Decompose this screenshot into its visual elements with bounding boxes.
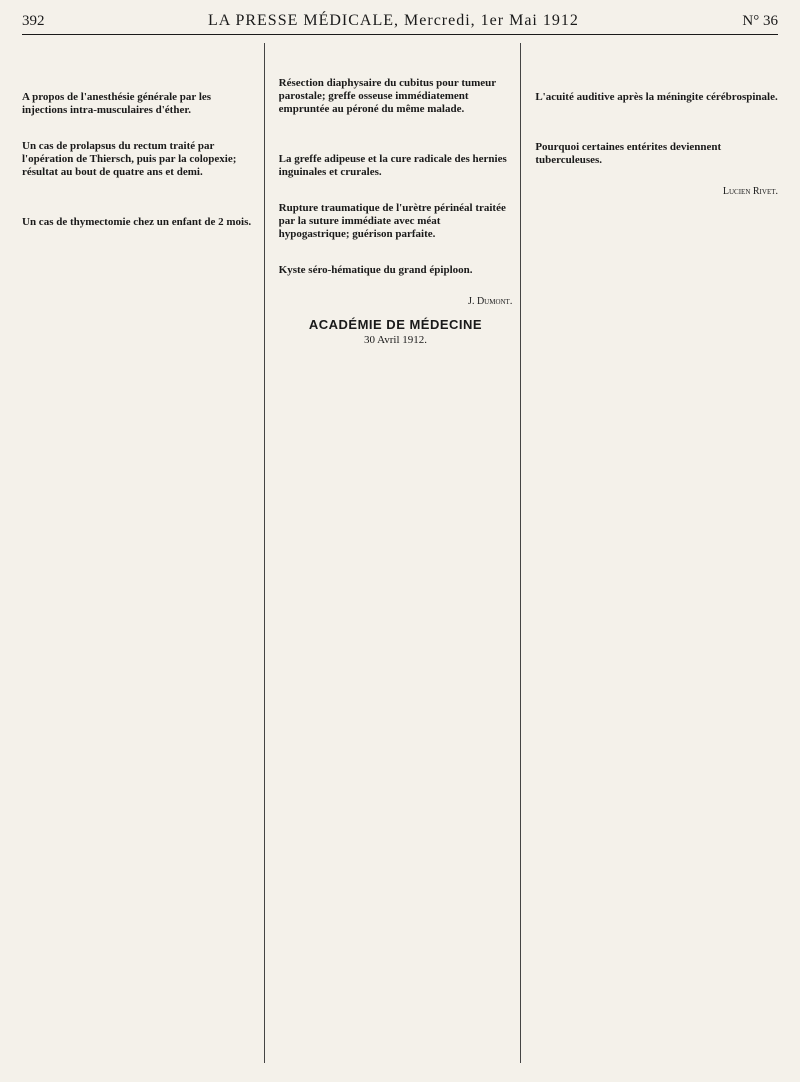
column-3-heading: Pourquoi certaines entérites deviennent tuberculeuses.	[535, 141, 722, 166]
column-1	[22, 43, 265, 1063]
column-1-heading: A propos de l'anesthésie générale par les injections intra-musculaires d'éther.	[22, 91, 212, 116]
issue-number: N° 36	[742, 13, 778, 29]
column-3-para	[535, 121, 778, 133]
column-1-para	[22, 71, 256, 83]
column-3-para	[535, 170, 778, 182]
column-3-para	[535, 107, 778, 119]
masthead: 392 LA PRESSE MÉDICALE, Mercredi, 1er Mai 1912 N° 36	[22, 12, 778, 35]
column-2-heading: Rupture traumatique de l'urètre périnéal traitée par la suture immédiate avec méat hypogastrique; guérison parfaite.	[278, 202, 506, 240]
column-2-para	[279, 352, 513, 364]
column-2	[279, 43, 522, 1063]
column-1-para	[22, 120, 256, 132]
column-2-para	[279, 57, 513, 69]
column-2-heading: Kyste séro-hématique du grand épiploon.	[278, 264, 473, 276]
column-2-para	[279, 244, 513, 256]
column-2-para	[279, 133, 513, 145]
column-3	[535, 43, 778, 1063]
column-1-heading: Un cas de thymectomie chez un enfant de 2 mois.	[22, 216, 252, 228]
column-1-para	[22, 57, 256, 69]
column-3-para	[535, 43, 778, 55]
page-number: 392	[22, 13, 45, 29]
column-2-para	[279, 119, 513, 131]
column-2-center-heading: ACADÉMIE DE MÉDECINE	[308, 317, 483, 332]
column-2-heading: Résection diaphysaire du cubitus pour tumeur parostale; greffe osseuse immédiatement empruntée au péroné du même malade.	[278, 77, 496, 115]
column-1-para	[22, 196, 256, 208]
column-2-signature: J. Dumont.	[468, 296, 513, 307]
column-2-heading: La greffe adipeuse et la cure radicale des hernies inguinales et crurales.	[278, 153, 507, 178]
column-3-para	[535, 71, 778, 83]
column-1-para	[22, 182, 256, 194]
column-2-para	[279, 43, 513, 55]
column-3-signature: Lucien Rivet.	[722, 186, 778, 197]
publication-title: LA PRESSE MÉDICALE	[208, 12, 395, 29]
column-2-para	[279, 182, 513, 194]
column-2-para	[279, 280, 513, 292]
column-3-para	[535, 57, 778, 69]
column-1-para	[22, 43, 256, 55]
column-1-heading: Un cas de prolapsus du rectum traité par l'opération de Thiersch, puis par la colopexie; résultat au bout de quatre ans et demi.	[22, 140, 237, 178]
issue-date: Mercredi, 1er Mai 1912	[404, 12, 579, 29]
article-columns	[22, 43, 778, 1063]
column-1-para	[22, 232, 256, 244]
column-3-heading: L'acuité auditive après la méningite cérébrospinale.	[535, 91, 778, 103]
column-2-center-sub: 30 Avril 1912.	[363, 334, 428, 346]
